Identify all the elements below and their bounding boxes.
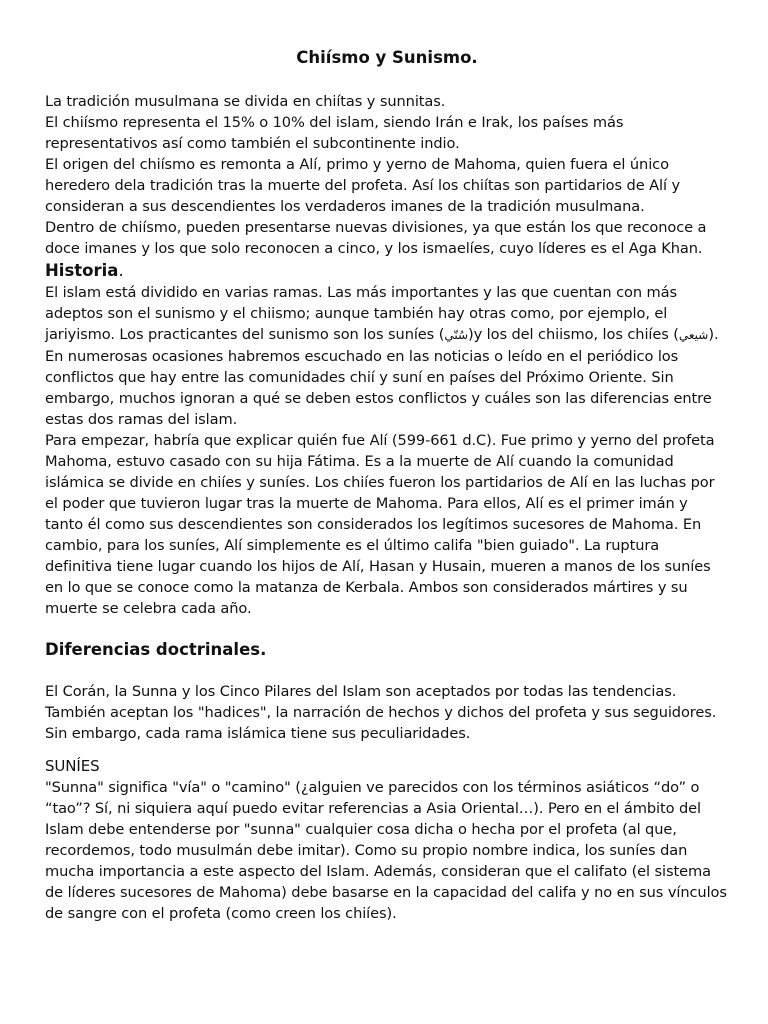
diferencias-paragraph-1: El Corán, la Sunna y los Cinco Pilares del Islam son aceptados por todas las tendencias. También aceptan los "hadices", la narración de hechos y dichos del profeta y sus seguidores. Sin embargo, cada rama islámica tiene sus peculiaridades. — [45, 683, 717, 742]
historia-p1-text-c: ). — [708, 326, 719, 343]
spacer — [45, 744, 729, 756]
sunies-heading: SUNÍES — [45, 757, 100, 775]
historia-heading — [45, 259, 729, 282]
shia-arabic-term: شيعي — [678, 328, 709, 342]
intro-paragraph-1: La tradición musulmana se divida en chiítas y sunnitas. — [45, 93, 446, 110]
sunies-paragraph-1: "Sunna" significa "vía" o "camino" (¿alguien ve parecidos con los términos asiáticos “do” o “tao”? Sí, ni siquiera aquí puedo evitar referencias a Asia Oriental…). Pero en el ámbito del Islam debe entenderse por "sunna" cualquier cosa dicha o hecha por el profeta (al que, recordemos, todo musulmán debe imitar). Como su propio nombre indica, los suníes dan mucha importancia a este aspecto del Islam. Además, consideran que el califato (el sistema de líderes sucesores de Mahoma) debe basarse en la capacidad del califa y no en sus vínculos de sangre con el profeta (como creen los chiíes). — [45, 779, 727, 922]
historia-p1-text-a: El islam está dividido en varias ramas. Las más importantes y las que cuentan con más adeptos son el sunismo y el chiismo; aunque también hay otras como, por ejemplo, el jariyismo. Los practicantes del sunismo son los suníes ( — [45, 284, 677, 343]
intro-paragraph-2: El chiísmo representa el 15% o 10% del islam, siendo Irán e Irak, los países más representativos así como también el subcontinente indio. — [45, 114, 624, 152]
historia-heading-text: Historia — [45, 261, 119, 280]
historia-paragraph-3: Para empezar, habría que explicar quién fue Alí (599-661 d.C). Fue primo y yerno del profeta Mahoma, estuvo casado con su hija Fátima. Es a la muerte de Alí cuando la comunidad islámica se divide en chiíes y suníes. Los chiíes fueron los partidarios de Alí en las luchas por el poder que tuvieron lugar tras la muerte de Mahoma. Para ellos, Alí es el primer imán y tanto él como sus descendientes son considerados los legítimos sucesores de Mahoma. En cambio, para los suníes, Alí simplemente es el último califa "bien guiado". La ruptura definitiva tiene lugar cuando los hijos de Alí, Hasan y Husain, mueren a manos de los suníes en lo que se conoce como la matanza de Kerbala. Ambos son considerados mártires y su muerte se celebra cada año. — [45, 432, 715, 617]
document-title: Chiísmo y Sunismo. — [296, 48, 478, 67]
historia-p1-text-b: )y los del chiismo, los chiíes ( — [468, 326, 679, 343]
spacer — [45, 619, 729, 636]
historia-paragraph-1 — [45, 282, 729, 346]
historia-heading-suffix: . — [118, 261, 124, 280]
historia-paragraph-2: En numerosas ocasiones habremos escuchado en las noticias o leído en el periódico los conflictos que hay entre las comunidades chií y suní en países del Próximo Oriente. Sin embargo, muchos ignoran a qué se deben estos conflictos y cuáles son las diferencias entre estas dos ramas del islam. — [45, 348, 712, 428]
document-page — [45, 44, 729, 924]
intro-paragraph-4: Dentro de chiísmo, pueden presentarse nuevas divisiones, ya que están los que reconoce a doce imanes y los que solo reconocen a cinco, y los ismaelíes, cuyo líderes es el Aga Khan. — [45, 219, 707, 257]
sunni-arabic-term: سُنّي — [444, 328, 469, 342]
diferencias-heading: Diferencias doctrinales. — [45, 640, 267, 659]
intro-paragraph-3: El origen del chiísmo es remonta a Alí, primo y yerno de Mahoma, quien fuera el único heredero dela tradición tras la muerte del profeta. Así los chiítas son partidarios de Alí y consideran a sus descendientes los verdaderos imanes de la tradición musulmana. — [45, 156, 681, 215]
